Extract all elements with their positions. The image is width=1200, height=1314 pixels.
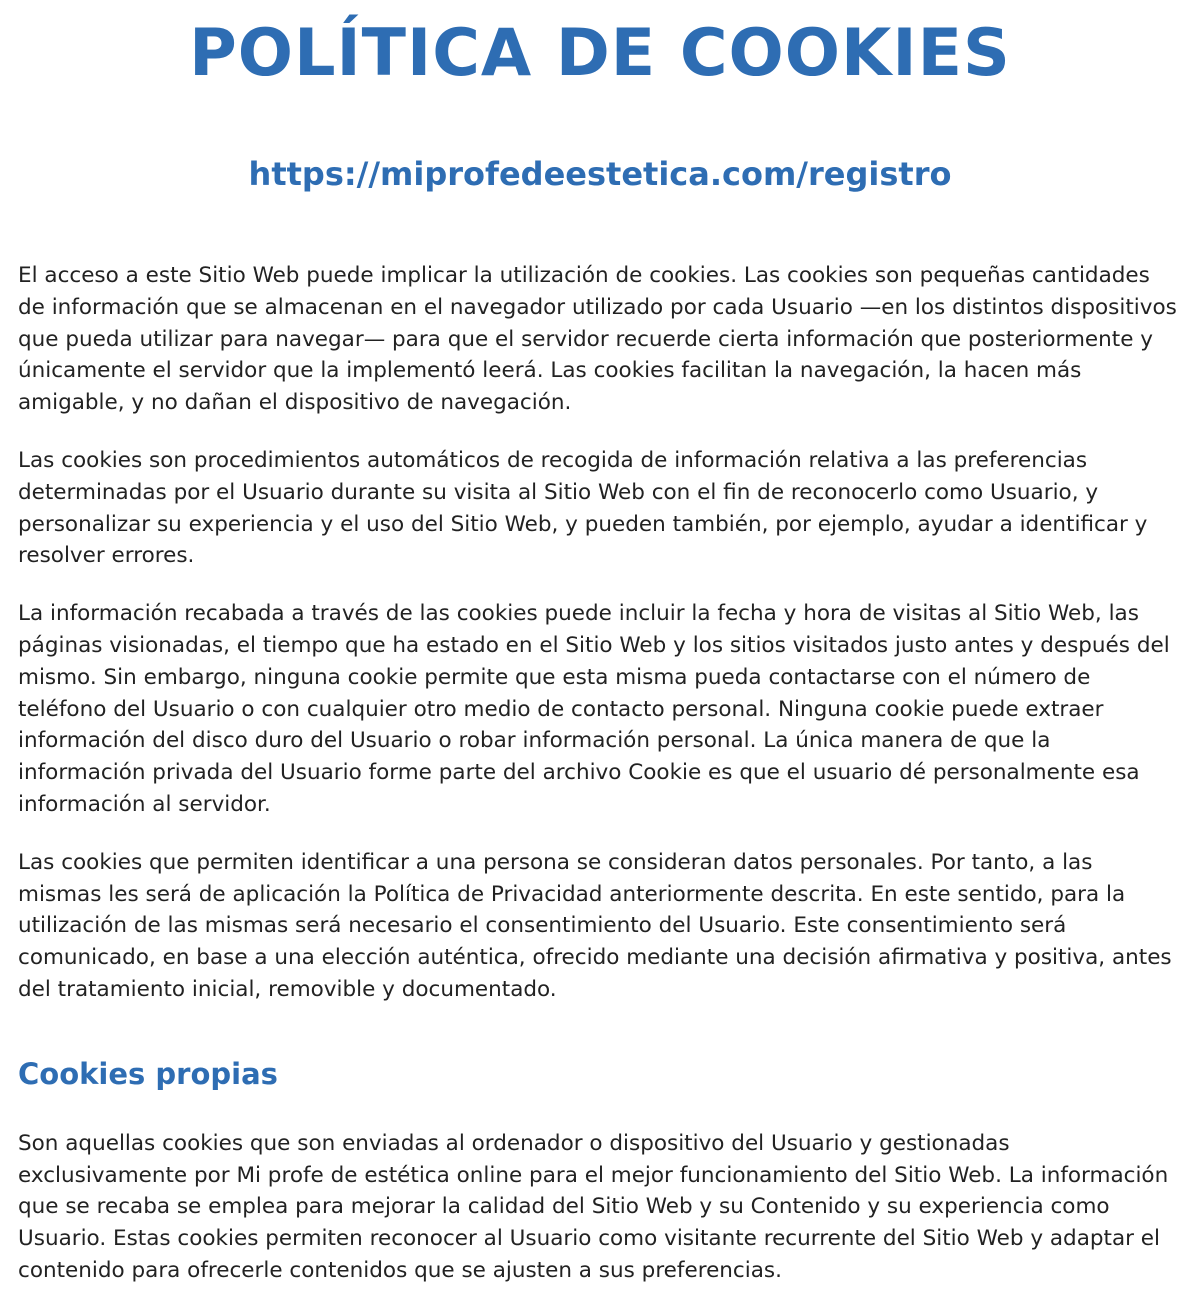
paragraph-cookies-definition: El acceso a este Sitio Web puede implicar la utilización de cookies. Las cookies son pequeñas cantidades de información que se almacenan en el navegador utilizado por cada Usuario —en los distintos dispositivos que pueda utilizar para navegar— para que el servidor recuerde cierta información que posteriormente y únicamente el servidor que la implementó leerá. Las cookies facilitan la navegación, la hacen más amigable, y no dañan el dispositivo de navegación. <box>18 263 1177 416</box>
paragraph-cookies-procedures: Las cookies son procedimientos automáticos de recogida de información relativa a las preferencias determinadas por el Usuario durante su visita al Sitio Web con el fin de reconocerlo como Usuario, y personalizar su experiencia y el uso del Sitio Web, y pueden también, por ejemplo, ayudar a identificar y resolver errores. <box>18 447 1148 569</box>
section-heading-cookies-propias: Cookies propias <box>18 1056 278 1091</box>
page-title: POLÍTICA DE COOKIES <box>189 16 1011 91</box>
intro-section <box>18 260 1182 1006</box>
paragraph-cookies-personal-data: Las cookies que permiten identificar a una persona se consideran datos personales. Por tanto, a las mismas les será de aplicación la Política de Privacidad anteriormente descrita. En este sentido, para la utilización de las mismas será necesario el consentimiento del Usuario. Este consentimiento será comunicado, en base a una elección auténtica, ofrecido mediante una decisión afirmativa y positiva, antes del tratamiento inicial, removible y documentado. <box>18 849 1172 1002</box>
url-subtitle: https://miprofedeestetica.com/registro <box>248 155 952 193</box>
paragraph-cookies-information: La información recabada a través de las cookies puede incluir la fecha y hora de visitas al Sitio Web, las páginas visionadas, el tiempo que ha estado en el Sitio Web y los sitios visitados justo antes y después del mismo. Sin embargo, ninguna cookie permite que esta misma pueda contactarse con el número de teléfono del Usuario o con cualquier otro medio de contacto personal. Ninguna cookie puede extraer información del disco duro del Usuario o robar información personal. La única manera de que la información privada del Usuario forme parte del archivo Cookie es que el usuario dé personalmente esa información al servidor. <box>18 601 1170 817</box>
paragraph-cookies-propias: Son aquellas cookies que son enviadas al ordenador o dispositivo del Usuario y gestionadas exclusivamente por Mi profe de estética online para el mejor funcionamiento del Sitio Web. La información que se recaba se emplea para mejorar la calidad del Sitio Web y su Contenido y su experiencia como Usuario. Estas cookies permiten reconocer al Usuario como visitante recurrente del Sitio Web y adaptar el contenido para ofrecerle contenidos que se ajusten a sus preferencias. <box>18 1130 1169 1283</box>
